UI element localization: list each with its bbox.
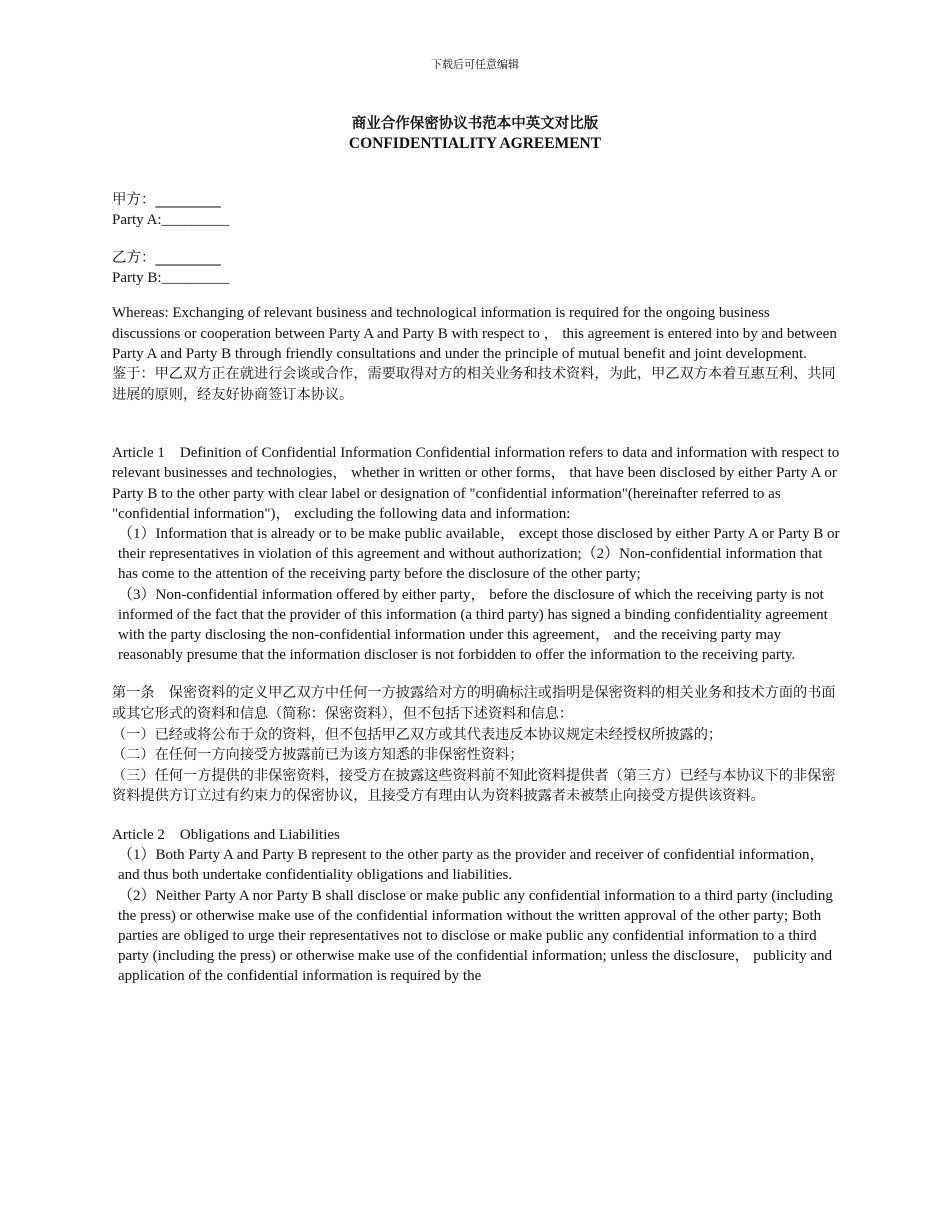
article2-heading: Article 2 Obligations and Liabilities bbox=[112, 827, 340, 843]
article1-cn-item3: （三）任何一方提供的非保密资料，接受方在披露这些资料前不知此资料提供者（第三方）已经与本协议下的非保密资料提供方订立过有约束力的保密协议，且接受方有理由认为资料披露者未被禁止向接受方提供该资料。 bbox=[112, 767, 836, 805]
header-note: 下载后可任意编辑 bbox=[431, 58, 519, 71]
title-english: CONFIDENTIALITY AGREEMENT bbox=[348, 135, 602, 152]
title-chinese: 商业合作保密协议书范本中英文对比版 bbox=[351, 116, 599, 132]
whereas-en: Whereas: Exchanging of relevant business and technological information is required for the ongoing business discussions or cooperation between Party A and Party B with respect to ， this agreement is entered into by and between Party A and Party B through friendly consultations and under the principle of mutual benefit and joint development. bbox=[112, 305, 837, 362]
party-a-cn: 甲方：_________ bbox=[112, 192, 221, 208]
title-block bbox=[0, 114, 950, 154]
party-b-cn: 乙方：_________ bbox=[112, 250, 221, 267]
whereas-cn: 鉴于：甲乙双方正在就进行会谈或合作，需要取得对方的相关业务和技术资料，为此，甲乙双方本着互惠互利、共同进展的原则，经友好协商签订本协议。 bbox=[112, 366, 836, 403]
article1-cn-item1: （一）已经或将公布于众的资料，但不包括甲乙双方或其代表违反本协议规定未经授权所披露的； bbox=[112, 726, 723, 743]
article2-item2: （2）Neither Party A nor Party B shall disclose or make public any confidential information to a third party (including the press) or otherwise make use of the confidential information without the written approval of the other party; Both parties are obliged to urge their representatives not to disclose or make public any confidential information to a third party (including the press) or otherwise make use of the confidential information; unless the disclosure， publicity and application of the confidential information is required by the bbox=[118, 887, 833, 985]
article2-item1: （1）Both Party A and Party B represent to the other party as the provider and receiver of confidential information， and thus both undertake confidentiality obligations and liabilities. bbox=[118, 847, 825, 884]
article1-en-intro: Article 1 Definition of Confidential Information Confidential information refers to data and information with respect to relevant businesses and technologies， whether in written or other forms， that have been disclosed by either Party A or Party B to the other party with clear label or designation of "confidential information"(hereinafter referred to as "confidential information")， excluding the following data and information: bbox=[112, 445, 840, 522]
article1-en-item1: （1）Information that is already or to be make public available， except those disclosed by either Party A or Party B or their representatives in violation of this agreement and without authorization;（2）Non-confidential information that has come to the attention of the receiving party before the disclosure of the other party; bbox=[118, 526, 840, 583]
article1-en-item3: （3）Non-confidential information offered by either party， before the disclosure of which the receiving party is not informed of the fact that the provider of this information (a third party) has signed a binding confidentiality agreement with the party disclosing the non-confidential information under this agreement， and the receiving party may reasonably presume that the information discloser is not forbidden to offer the information to the receiving party. bbox=[118, 586, 828, 664]
article1-cn-item2: （二）在任何一方向接受方披露前已为该方知悉的非保密性资料； bbox=[112, 747, 524, 764]
article1-cn-intro: 第一条 保密资料的定义甲乙双方中任何一方披露给对方的明确标注或指明是保密资料的相关业务和技术方面的书面或其它形式的资料和信息（简称：保密资料），但不包括下述资料和信息： bbox=[112, 685, 836, 723]
party-a-en: Party A:_________ bbox=[112, 212, 230, 228]
party-b-en: Party B:_________ bbox=[112, 270, 230, 287]
agreement-body bbox=[112, 190, 840, 987]
